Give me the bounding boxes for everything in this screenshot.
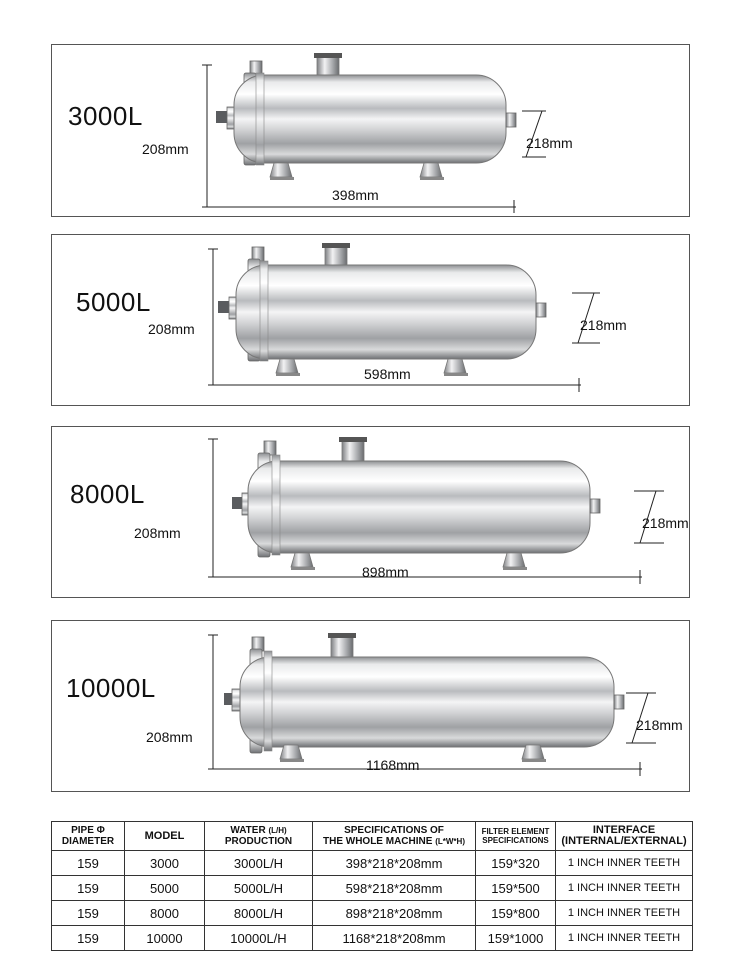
col-header-interface: INTERFACE (INTERNAL/EXTERNAL) <box>556 822 693 851</box>
table-row <box>52 876 693 901</box>
cell-model: 5000 <box>125 876 205 901</box>
cell-spec: 398*218*208mm <box>313 851 476 876</box>
cell-interface: 1 INCH INNER TEETH <box>556 926 693 951</box>
cell-spec: 598*218*208mm <box>313 876 476 901</box>
height-dimension: 208mm <box>142 141 189 157</box>
capacity-label: 8000L <box>70 479 145 509</box>
col-header-filter: FILTER ELEMENT SPECIFICATIONS <box>476 822 556 851</box>
col-header-water: WATER (L/H) PRODUCTION <box>205 822 313 851</box>
height-dimension: 208mm <box>146 729 193 745</box>
height-dimension: 208mm <box>148 321 195 337</box>
cell-filter: 159*1000 <box>476 926 556 951</box>
capacity-label: 5000L <box>76 287 151 317</box>
table-row <box>52 926 693 951</box>
spec-table <box>51 821 693 951</box>
table-row <box>52 901 693 926</box>
cell-interface: 1 INCH INNER TEETH <box>556 876 693 901</box>
col-header-spec: SPECIFICATIONS OF THE WHOLE MACHINE (L*W*H) <box>313 822 476 851</box>
cell-water: 10000L/H <box>205 926 313 951</box>
cell-model: 8000 <box>125 901 205 926</box>
cell-pipe: 159 <box>52 901 125 926</box>
length-dimension: 898mm <box>362 564 409 580</box>
capacity-label: 3000L <box>68 101 143 131</box>
product-panel-8000 <box>51 426 690 598</box>
cell-pipe: 159 <box>52 851 125 876</box>
cell-water: 3000L/H <box>205 851 313 876</box>
table-header-row <box>52 822 693 851</box>
cell-model: 3000 <box>125 851 205 876</box>
diameter-dimension: 218mm <box>580 317 627 333</box>
length-dimension: 598mm <box>364 366 411 382</box>
capacity-label: 10000L <box>66 673 156 703</box>
cell-model: 10000 <box>125 926 205 951</box>
cell-spec: 1168*218*208mm <box>313 926 476 951</box>
cell-interface: 1 INCH INNER TEETH <box>556 901 693 926</box>
cell-water: 8000L/H <box>205 901 313 926</box>
col-header-model: MODEL <box>125 822 205 851</box>
cell-filter: 159*320 <box>476 851 556 876</box>
col-header-pipe: PIPE Φ DIAMETER <box>52 822 125 851</box>
length-dimension: 398mm <box>332 187 379 203</box>
length-dimension: 1168mm <box>366 757 420 773</box>
cell-filter: 159*800 <box>476 901 556 926</box>
product-panel-3000 <box>51 44 690 217</box>
product-panel-10000 <box>51 620 690 792</box>
product-panel-5000 <box>51 234 690 406</box>
diameter-dimension: 218mm <box>642 515 689 531</box>
cell-interface: 1 INCH INNER TEETH <box>556 851 693 876</box>
cell-filter: 159*500 <box>476 876 556 901</box>
cell-pipe: 159 <box>52 926 125 951</box>
table-row <box>52 851 693 876</box>
diameter-dimension: 218mm <box>636 717 683 733</box>
diameter-dimension: 218mm <box>526 135 573 151</box>
cell-spec: 898*218*208mm <box>313 901 476 926</box>
cell-pipe: 159 <box>52 876 125 901</box>
height-dimension: 208mm <box>134 525 181 541</box>
cell-water: 5000L/H <box>205 876 313 901</box>
